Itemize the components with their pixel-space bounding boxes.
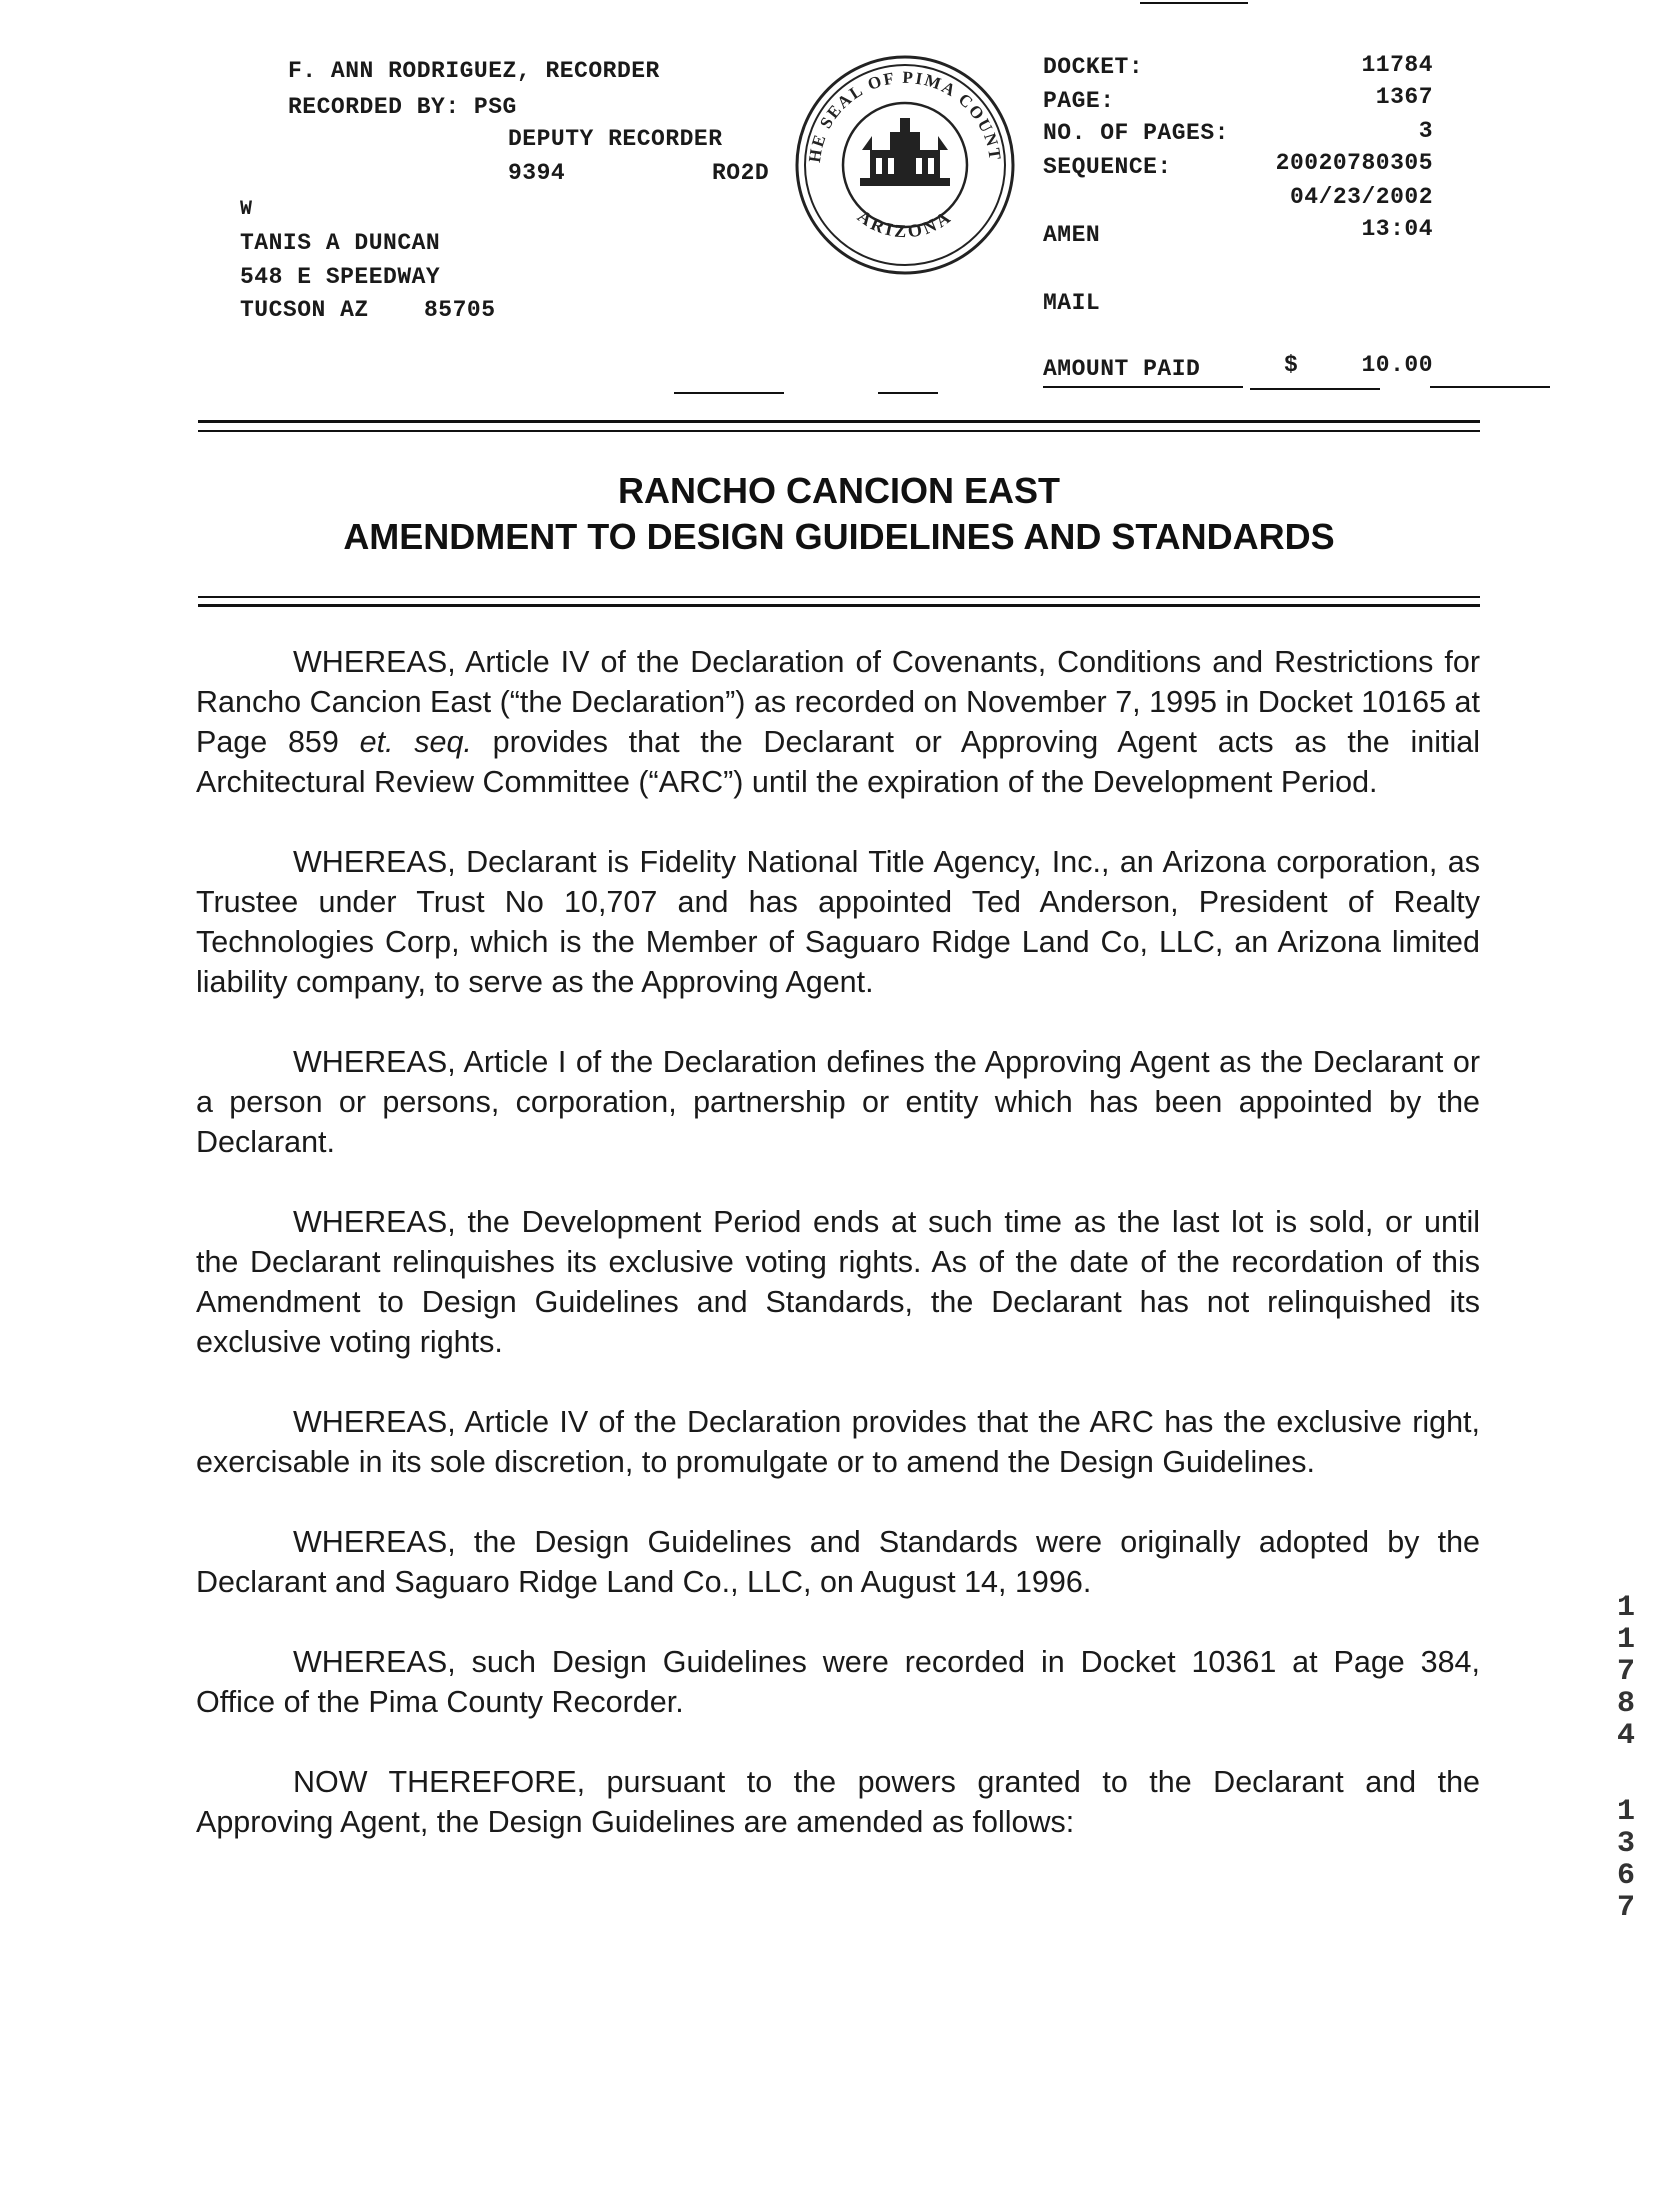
title-line-1: RANCHO CANCION EAST xyxy=(617,470,1060,511)
scan-mark xyxy=(1430,386,1550,388)
recorded-by: RECORDED BY: PSG xyxy=(288,94,517,120)
record-time: 13:04 xyxy=(1361,216,1433,242)
header-divider-thin xyxy=(198,430,1480,432)
header-divider xyxy=(198,420,1480,423)
scan-mark xyxy=(1043,386,1243,388)
deputy-recorder-label: DEPUTY RECORDER xyxy=(508,126,723,152)
recorder-name: F. ANN RODRIGUEZ, RECORDER xyxy=(288,58,660,84)
document-body xyxy=(196,642,1480,1882)
county-seal xyxy=(790,50,1020,280)
title-divider xyxy=(198,604,1480,607)
page-value: 1367 xyxy=(1375,84,1433,110)
margin-stamp-docket: 1 1 7 8 4 xyxy=(1616,1591,1635,1753)
sequence-label: SEQUENCE: xyxy=(1043,154,1172,180)
margin-stamp-page: 1 3 6 7 xyxy=(1616,1795,1635,1925)
paragraph-5: WHEREAS, Article IV of the Declaration provides that the ARC has the exclusive right, exercisable in its sole discretion, to promulgate or to amend the Design Guidelines. xyxy=(196,1405,1480,1479)
title-line-2: AMENDMENT TO DESIGN GUIDELINES AND STANDARDS xyxy=(343,516,1335,557)
amount-paid-value: 10.00 xyxy=(1361,352,1433,378)
seal-top-text: HE SEAL OF PIMA COUNT xyxy=(804,67,1005,164)
paragraph-6: WHEREAS, the Design Guidelines and Standards were originally adopted by the Declarant and Saguaro Ridge Land Co., LLC, on August 14, 1996. xyxy=(196,1525,1480,1599)
sequence-value: 20020780305 xyxy=(1275,150,1433,176)
paragraph-1-text-b: provides that the Declarant or Approving Agent acts as the initial Architectural Review Committee (“ARC”) until the expiration of the Development Period. xyxy=(196,725,1480,799)
pages-value: 3 xyxy=(1418,118,1433,144)
paragraph-7: WHEREAS, such Design Guidelines were recorded in Docket 10361 at Page 384, Office of the Pima County Recorder. xyxy=(196,1645,1480,1719)
paragraph-2: WHEREAS, Declarant is Fidelity National Title Agency, Inc., an Arizona corporation, as Trustee under Trust No 10,707 and has appointed Ted Anderson, President of Realty Technologies Corp, which is the Member of Saguaro Ridge Land Co, LLC, an Arizona limited liability company, to serve as the Approving Agent. xyxy=(196,845,1480,999)
w-mark: W xyxy=(240,198,253,221)
paragraph-3: WHEREAS, Article I of the Declaration defines the Approving Agent as the Declarant or a person or persons, corporation, partnership or entity which has been appointed by the Declarant. xyxy=(196,1045,1480,1159)
record-date: 04/23/2002 xyxy=(1289,184,1433,210)
scan-mark xyxy=(1250,388,1380,390)
scan-mark xyxy=(878,392,938,394)
document-title xyxy=(0,468,1678,560)
paragraph-1-text-a: WHEREAS, Article IV of the Declaration of Covenants, Conditions and Restrictions for Rancho Cancion East (“the Declaration”) as recorded on November 7, 1995 in Docket 10165 at Page 859 xyxy=(196,645,1480,759)
seal-building-icon xyxy=(860,118,950,186)
title-divider-thin xyxy=(198,596,1480,598)
deputy-code: RO2D xyxy=(712,160,770,186)
seal-bottom-text: ARIZONA xyxy=(853,205,957,242)
addressee-name: TANIS A DUNCAN xyxy=(240,230,441,256)
amount-paid-label: AMOUNT PAID xyxy=(1043,356,1201,382)
page-label: PAGE: xyxy=(1043,88,1115,114)
paragraph-1-italic: et. seq. xyxy=(359,725,472,759)
mail-label: MAIL xyxy=(1043,290,1101,316)
scan-mark xyxy=(674,392,784,394)
amen-label: AMEN xyxy=(1043,222,1101,248)
docket-value: 11784 xyxy=(1361,52,1433,78)
paragraph-8: NOW THEREFORE, pursuant to the powers granted to the Declarant and the Approving Agent, the Design Guidelines are amended as follows: xyxy=(196,1765,1480,1839)
addressee-zip: 85705 xyxy=(424,297,496,323)
scan-mark xyxy=(1140,2,1248,4)
currency-symbol: $ xyxy=(1284,352,1299,378)
addressee-street: 548 E SPEEDWAY xyxy=(240,264,441,290)
pages-label: NO. OF PAGES: xyxy=(1043,120,1229,146)
paragraph-4: WHEREAS, the Development Period ends at such time as the last lot is sold, or until the Declarant relinquishes its exclusive voting rights. As of the date of the recordation of this Amendment to Design Guidelines and Standards, the Declarant has not relinquished its exclusive voting rights. xyxy=(196,1205,1480,1359)
addressee-city: TUCSON AZ xyxy=(240,297,369,323)
seal-graphic xyxy=(790,50,1020,280)
paragraph-1 xyxy=(196,642,1480,802)
deputy-id: 9394 xyxy=(508,160,566,186)
svg-text:ARIZONA xyxy=(854,206,956,242)
docket-label: DOCKET: xyxy=(1043,54,1144,80)
